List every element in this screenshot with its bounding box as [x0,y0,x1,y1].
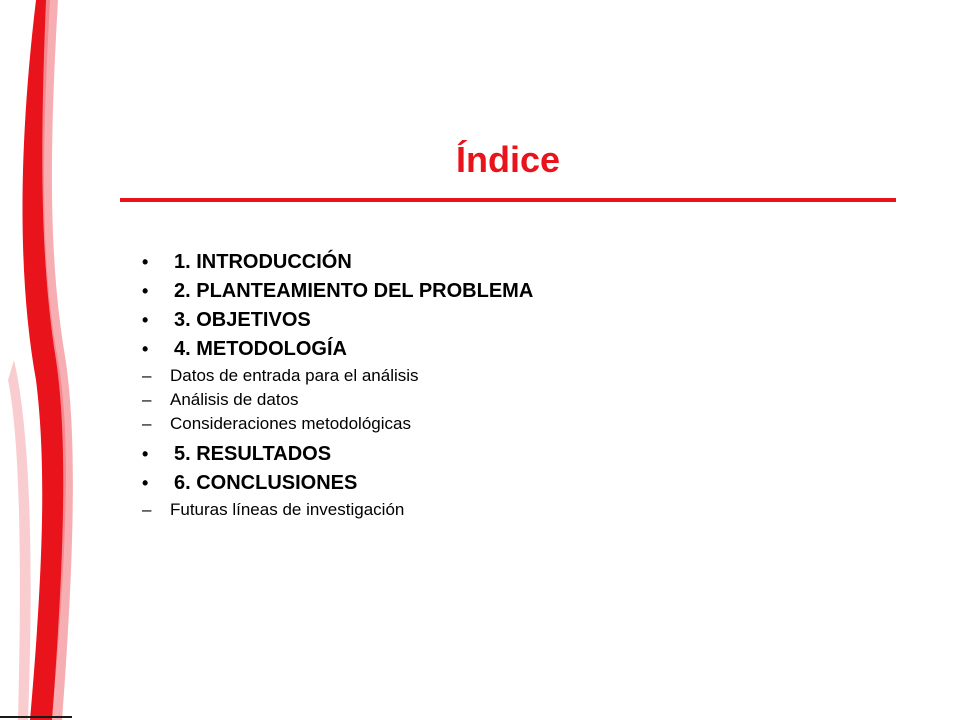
dash-icon: – [142,414,152,433]
red-ribbon-decoration [0,0,140,720]
corner-bar [0,716,72,718]
toc-item-row [142,469,842,498]
toc-item-row [142,335,842,364]
toc-item-row [142,248,842,277]
bullet-icon: • [142,252,149,272]
dash-icon: – [142,366,152,385]
dash-icon: – [142,500,152,519]
bullet-icon: • [142,310,149,330]
bullet-icon: • [142,444,149,464]
dash-icon: – [142,390,152,409]
toc-item [142,440,842,469]
toc-item-row [142,277,842,306]
toc-subitem-label: Futuras líneas de investigación [170,500,405,519]
toc-item [142,248,842,277]
toc-item-label: 1. INTRODUCCIÓN [174,251,352,273]
toc-item-label: 2. PLANTEAMIENTO DEL PROBLEMA [174,280,534,302]
toc-item [142,335,842,436]
slide-title: Índice [455,139,561,180]
toc-item-row [142,306,842,335]
bullet-icon: • [142,473,149,493]
toc-item [142,469,842,522]
toc-item-row [142,440,842,469]
table-of-contents [142,248,842,526]
toc-subitem-list [142,498,842,522]
toc-subitem-label: Análisis de datos [170,390,299,409]
toc-subitem [142,412,842,436]
toc-item [142,277,842,306]
toc-item-label: 6. CONCLUSIONES [174,472,358,494]
bullet-icon: • [142,281,149,301]
toc-item-label: 5. RESULTADOS [174,443,332,465]
title-underline [120,198,896,202]
toc-subitem-label: Consideraciones metodológicas [170,414,411,433]
toc-subitem [142,498,842,522]
toc-item-label: 3. OBJETIVOS [174,309,311,331]
toc-item [142,306,842,335]
toc-subitem [142,364,842,388]
toc-subitem [142,388,842,412]
toc-item-label: 4. METODOLOGÍA [174,338,347,360]
toc-subitem-label: Datos de entrada para el análisis [170,366,419,385]
toc-subitem-list [142,364,842,436]
bullet-icon: • [142,339,149,359]
